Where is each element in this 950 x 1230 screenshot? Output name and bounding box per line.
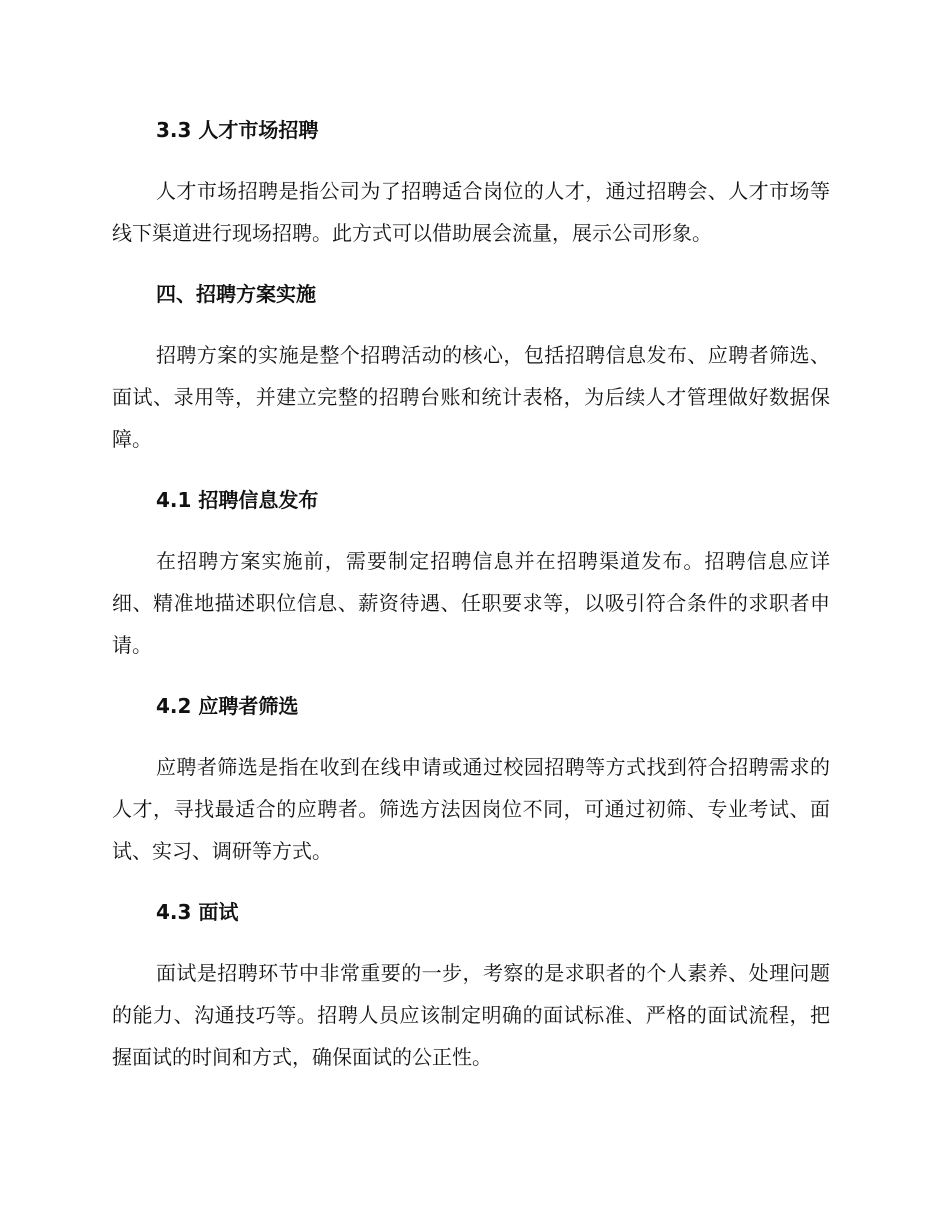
section-heading-4-3: 4.3 面试 (156, 900, 239, 924)
section-heading-4-2: 4.2 应聘者筛选 (156, 694, 299, 718)
paragraph-screening: 应聘者筛选是指在收到在线申请或通过校园招聘等方式找到符合招聘需求的人才，寻找最适合的应聘者。筛选方法因岗位不同，可通过初筛、专业考试、面试、实习、调研等方式。 (112, 755, 830, 863)
paragraph-talent-market: 人才市场招聘是指公司为了招聘适合岗位的人才，通过招聘会、人才市场等线下渠道进行现场招聘。此方式可以借助展会流量，展示公司形象。 (112, 179, 830, 245)
section-heading-4: 四、招聘方案实施 (156, 282, 316, 306)
document-page (112, 110, 830, 1098)
paragraph-implementation: 招聘方案的实施是整个招聘活动的核心，包括招聘信息发布、应聘者筛选、面试、录用等，并建立完整的招聘台账和统计表格，为后续人才管理做好数据保障。 (112, 343, 830, 451)
section-heading-4-1: 4.1 招聘信息发布 (156, 488, 319, 512)
paragraph-job-posting: 在招聘方案实施前，需要制定招聘信息并在招聘渠道发布。招聘信息应详细、精准地描述职位信息、薪资待遇、任职要求等，以吸引符合条件的求职者申请。 (112, 549, 830, 657)
paragraph-interview: 面试是招聘环节中非常重要的一步，考察的是求职者的个人素养、处理问题的能力、沟通技巧等。招聘人员应该制定明确的面试标准、严格的面试流程，把握面试的时间和方式，确保面试的公正性。 (112, 961, 830, 1069)
section-heading-3-3: 3.3 人才市场招聘 (156, 118, 319, 142)
